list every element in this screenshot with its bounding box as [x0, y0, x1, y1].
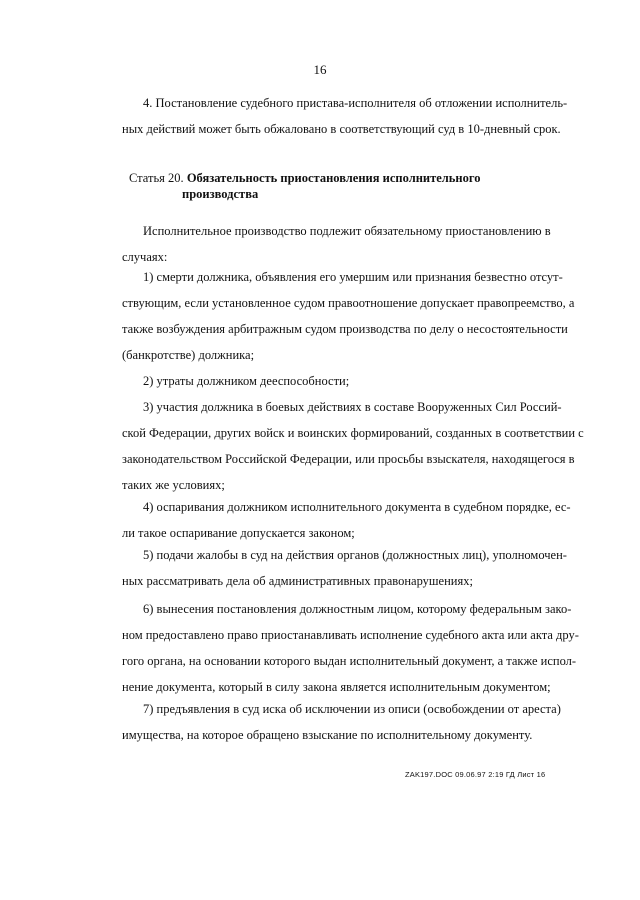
text-line: 3) участия должника в боевых действиях в составе Вооруженных Сил Россий-: [143, 400, 562, 414]
text-line: таких же условиях;: [122, 478, 225, 492]
article-title-line2: производства: [182, 187, 259, 201]
list-item-2: [122, 368, 544, 394]
text-line: ли такое оспаривание допускается законом;: [122, 526, 355, 540]
text-line: Исполнительное производство подлежит обязательному приостановлению в: [143, 224, 551, 238]
text-line: ской Федерации, других войск и воинских формирований, созданных в соответствии с: [122, 426, 584, 440]
text-line: ных рассматривать дела об административных правонарушениях;: [122, 574, 473, 588]
text-line: случаях:: [122, 250, 168, 264]
text-line: (банкротстве) должника;: [122, 348, 255, 362]
text-line: имущества, на которое обращено взыскание по исполнительному документу.: [122, 728, 533, 742]
text-line: ствующим, если установленное судом правоотношение допускает правопреемство, а: [122, 296, 575, 310]
text-line: ных действий может быть обжаловано в соответствующий суд в 10-дневный срок.: [122, 122, 561, 136]
list-item-1: [122, 264, 575, 368]
article-title-line1: Обязательность приостановления исполнительного: [186, 171, 481, 185]
text-line: 5) подачи жалобы в суд на действия органов (должностных лиц), уполномочен-: [143, 548, 567, 562]
text-line: гого органа, на основании которого выдан исполнительный документ, а также испол-: [122, 654, 577, 668]
text-line: 4) оспаривания должником исполнительного документа в судебном порядке, ес-: [143, 500, 571, 514]
footer-file-info: ZAK197.DOC 09.06.97 2:19 ГД Лист 16: [405, 770, 546, 779]
text-line: 4. Постановление судебного пристава-исполнителя об отложении исполнитель-: [143, 96, 568, 110]
text-line: 1) смерти должника, объявления его умершим или признания безвестно отсут-: [143, 270, 563, 284]
text-line: 6) вынесения постановления должностным лицом, которому федеральным зако-: [143, 602, 572, 616]
text-line: ном предоставлено право приостанавливать исполнение судебного акта или акта дру-: [122, 628, 579, 642]
list-item-7: [122, 696, 561, 748]
article-number: Статья 20.: [129, 171, 184, 185]
page-number: 16: [313, 62, 327, 77]
list-item-3: [122, 394, 584, 498]
article-heading: [129, 170, 529, 202]
list-item-6: [122, 596, 579, 700]
text-line: законодательством Российской Федерации, или просьбы взыскателя, находящегося в: [122, 452, 575, 466]
text-line: также возбуждения арбитражным судом производства по делу о несостоятельности: [122, 322, 568, 336]
list-item-5: [122, 542, 567, 594]
text-line: 7) предъявления в суд иска об исключении из описи (освобождении от ареста): [143, 702, 561, 716]
paragraph-4: [122, 90, 568, 142]
text-line: нение документа, который в силу закона является исполнительным документом;: [122, 680, 551, 694]
list-item-4: [122, 494, 571, 546]
intro-paragraph: [122, 218, 551, 270]
text-line: 2) утраты должником дееспособности;: [143, 374, 350, 388]
